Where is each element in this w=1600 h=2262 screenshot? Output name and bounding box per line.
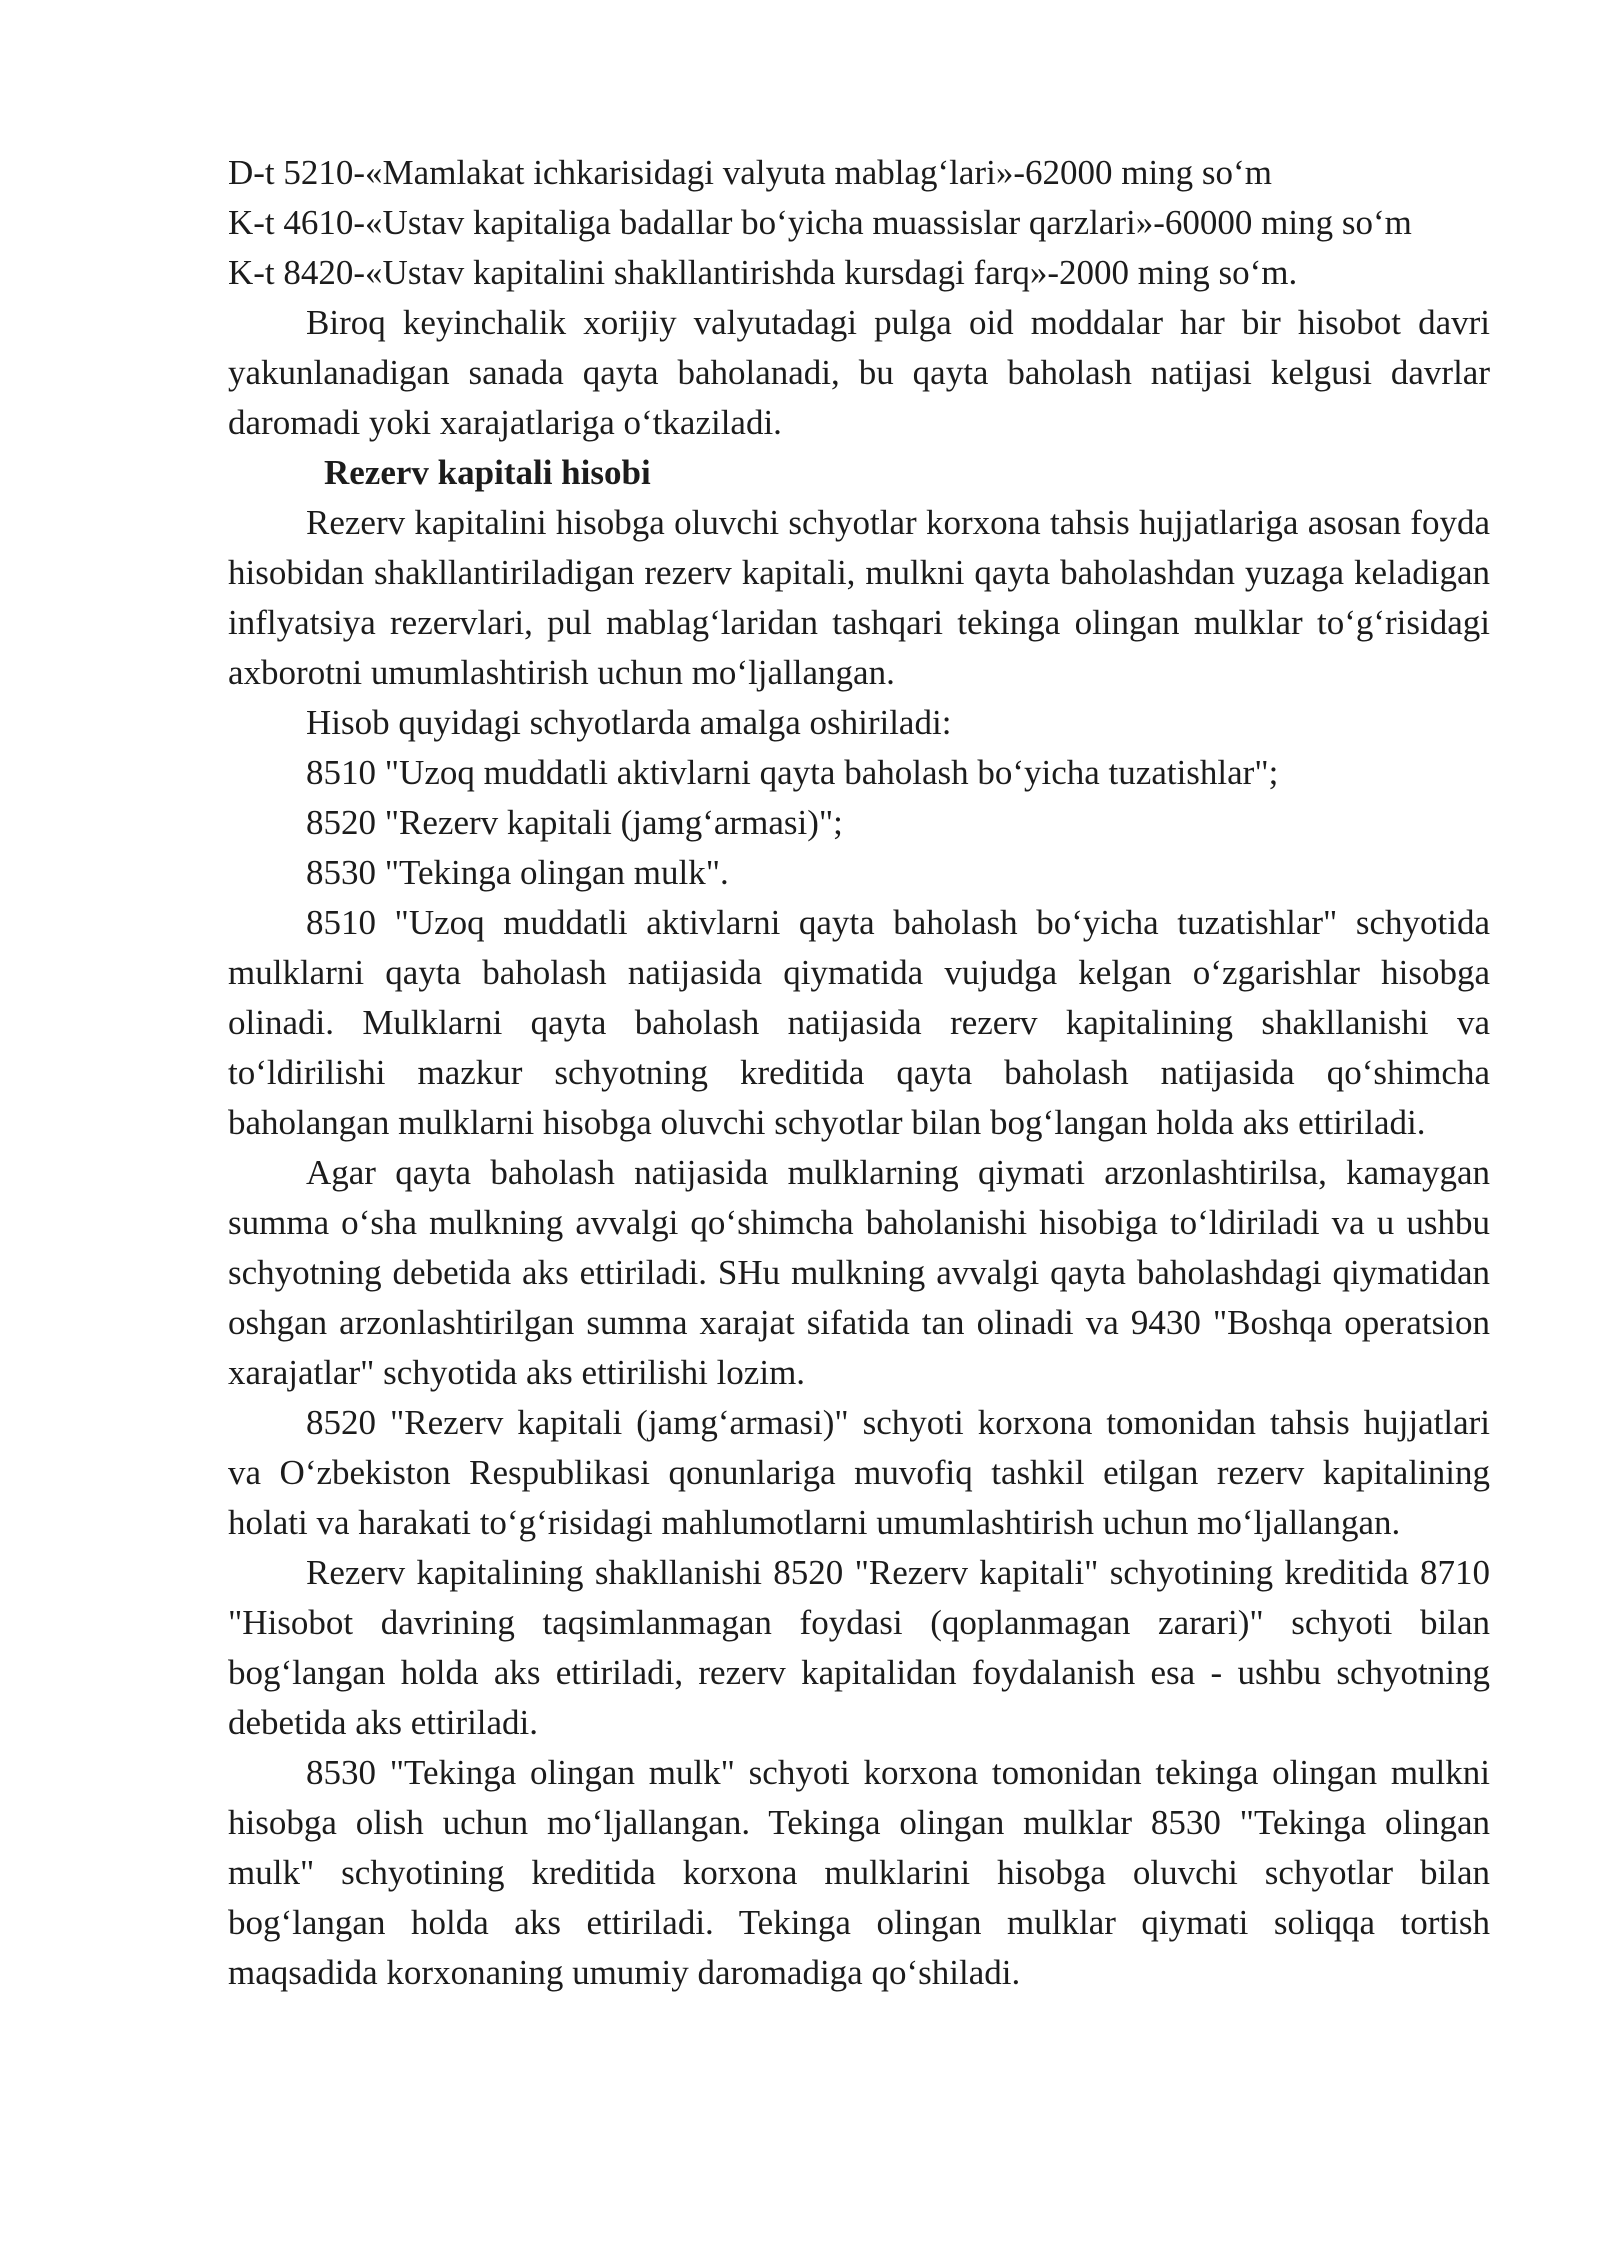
entry-debit-5210: D-t 5210-«Mamlakat ichkarisidagi valyuta mablag‘lari»-62000 ming so‘m: [228, 153, 1272, 192]
paragraph-3: Agar qayta baholash natijasida mulklarning qiymati arzonlashtirilsa, kamaygan summa o‘sha mulkning avvalgi qo‘shimcha baholanishi hisobiga to‘ldiriladi va u ushbu schyotning debetida aks ettiriladi. SHu mulkning avvalgi qayta baholashdagi qiymatidan oshgan arzonlashtirilgan summa xarajat sifatida tan olinadi va 9430 "Boshqa operatsion xarajatlar" schyotida aks ettirilishi lozim.: [228, 1153, 1490, 1392]
paragraph-4: 8520 "Rezerv kapitali (jamg‘armasi)" schyoti korxona tomonidan tahsis hujjatlari va O‘zbekiston Respublikasi qonunlariga muvofiq tashkil etilgan rezerv kapitalining holati va harakati to‘g‘risidagi mahlumotlarni umumlashtirish uchun mo‘ljallangan.: [228, 1403, 1490, 1542]
account-8520: 8520 "Rezerv kapitali (jamg‘armasi)";: [306, 803, 843, 842]
paragraph-5: Rezerv kapitalining shakllanishi 8520 "Rezerv kapitali" schyotining kreditida 8710 "Hisobot davrining taqsimlanmagan foydasi (qoplanmagan zarari)" schyoti bilan bog‘langan holda aks ettiriladi, rezerv kapitalidan foydalanish esa - ushbu schyotning debetida aks ettiriladi.: [228, 1553, 1490, 1742]
section-heading: Rezerv kapitali hisobi: [324, 453, 651, 492]
paragraph-intro: Biroq keyinchalik xorijiy valyutadagi pulga oid moddalar har bir hisobot davri yakunlanadigan sanada qayta baholanadi, bu qayta baholash natijasi kelgusi davrlar daromadi yoki xarajatlariga o‘tkaziladi.: [228, 303, 1490, 442]
entry-credit-8420: K-t 8420-«Ustav kapitalini shakllantirishda kursdagi farq»-2000 ming so‘m.: [228, 253, 1298, 292]
paragraph-2: 8510 "Uzoq muddatli aktivlarni qayta baholash bo‘yicha tuzatishlar" schyotida mulklarni qayta baholash natijasida qiymatida vujudga kelgan o‘zgarishlar hisobga olinadi. Mulklarni qayta baholash natijasida rezerv kapitalining shakllanishi va to‘ldirilishi mazkur schyotning kreditida qayta baholash natijasida qo‘shimcha baholangan mulklarni hisobga oluvchi schyotlar bilan bog‘langan holda aks ettiriladi.: [228, 903, 1490, 1142]
account-8530: 8530 "Tekinga olingan mulk".: [306, 853, 729, 892]
list-intro: Hisob quyidagi schyotlarda amalga oshiriladi:: [306, 703, 952, 742]
entry-credit-4610: K-t 4610-«Ustav kapitaliga badallar bo‘yicha muassislar qarzlari»-60000 ming so‘m: [228, 203, 1412, 242]
account-8510: 8510 "Uzoq muddatli aktivlarni qayta baholash bo‘yicha tuzatishlar";: [306, 753, 1279, 792]
paragraph-6: 8530 "Tekinga olingan mulk" schyoti korxona tomonidan tekinga olingan mulkni hisobga olish uchun mo‘ljallangan. Tekinga olingan mulklar 8530 "Tekinga olingan mulk" schyotining kreditida korxona mulklarini hisobga oluvchi schyotlar bilan bog‘langan holda aks ettiriladi. Tekinga olingan mulklar qiymati soliqqa tortish maqsadida korxonaning umumiy daromadiga qo‘shiladi.: [228, 1753, 1490, 1992]
paragraph-1: Rezerv kapitalini hisobga oluvchi schyotlar korxona tahsis hujjatlariga asosan foyda hisobidan shakllantiriladigan rezerv kapitali, mulkni qayta baholashdan yuzaga keladigan inflyatsiya rezervlari, pul mablag‘laridan tashqari tekinga olingan mulklar to‘g‘risidagi axborotni umumlashtirish uchun mo‘ljallangan.: [228, 503, 1490, 692]
document-page: [228, 148, 1490, 1998]
